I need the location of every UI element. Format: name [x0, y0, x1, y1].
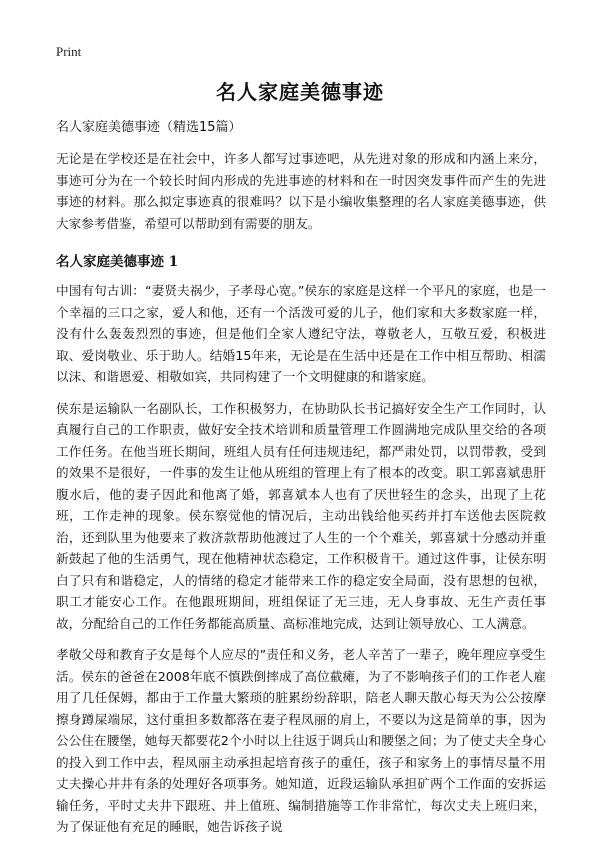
paragraph: 中国有句古训：“妻贤夫祸少，子孝母心宽。”侯东的家庭是这样一个平凡的家庭，也是一个幸福的三口之家，爱人和他，还有一个活泼可爱的儿子，他们家和大多数家庭一样，没有什么轰轰烈烈的事迹，但是他们全家人遵纪守法，尊敬老人，互敬互爱，积极进取、爱岗敬业、乐于助人。结婚15年来，无论是在生活中还是在工作中相互帮助、相濡以沫、和谐恩爱、相敬如宾，共同构建了一个文明健康的和谐家庭。: [56, 283, 546, 384]
document-body: [56, 118, 546, 848]
intro-paragraph: 无论是在学校还是在社会中，许多人都写过事迹吧，从先进对象的形成和内涵上来分，事迹可分为在一个较长时间内形成的先进事迹的材料和在一时因突发事件而产生的先进事迹的材料。那么拟定事迹真的很难吗？以下是小编收集整理的名人家庭美德事迹，供大家参考借鉴，希望可以帮助到有需要的朋友。: [56, 151, 546, 231]
paragraph: 侯东是运输队一名副队长，工作积极努力，在协助队长书记搞好安全生产工作同时，认真履行自己的工作职责，做好安全技术培训和质量管理工作圆满地完成队里交给的各项工作任务。在他当班长期间，班组人员有任何违规违纪，都严肃处罚，以罚带教，受到的效果不是很好，一件事的发生让他从班组的管理上有了根本的改变。职工郭喜斌患肝腹水后，他的妻子因此和他离了婚，郭喜斌本人也有了厌世轻生的念头，出现了上花班，工作走神的现象。侯东察觉他的情况后，主动出钱给他买药并打车送他去医院救治，还到队里为他要来了救济款帮助他渡过了人生的一个个难关，郭喜斌十分感动并重新鼓起了他的生活勇气，现在他精神状态稳定，工作积极肯干。通过这件事，让侯东明白了只有和谐稳定，人的情绪的稳定才能带来工作的稳定安全局面，没有思想的包袱，职工才能安心工作。在他跟班期间，班组保证了无三违，无人身事故、无生产责任事故，分配给自己的工作任务都能高质量、高标准地完成，达到让领导放心、工人满意。: [56, 400, 546, 631]
document-title: 名人家庭美德事迹: [216, 80, 384, 104]
print-link[interactable]: Print: [56, 44, 82, 59]
document-subtitle: 名人家庭美德事迹（精选15篇）: [56, 120, 242, 135]
section-heading: 名人家庭美德事迹 1: [56, 254, 179, 270]
paragraph: 孝敬父母和教育子女是每个人应尽的”责任和义务，老人辛苦了一辈子，晚年理应享受生活。侯东的爸爸在2008年底不慎跌倒摔成了高位截瘫，为了不影响孩子们的工作老人雇用了几任保姆，都由于工作量大繁琐的脏累纷纷辞职，陪老人聊天散心每天为公公按摩擦身蹲屎端尿，这付重担多数都落在妻子程凤丽的肩上，不要以为这是简单的事，因为公公住在腰堡，她每天都要花2个小时以上往返于调兵山和腰堡之间；为了使丈夫全身心的投入到工作中去，程凤丽主动承担起培育孩子的重任，孩子和家务上的事情尽量不用丈夫操心井井有条的处理好各项事务。她知道，近段运输队承担矿两个工作面的安拆运输任务，平时丈夫井下跟班、井上值班、编制措施等工作非常忙，每次丈夫上班归来，为了保证他有充足的睡眠，她告诉孩子说: [56, 647, 546, 834]
